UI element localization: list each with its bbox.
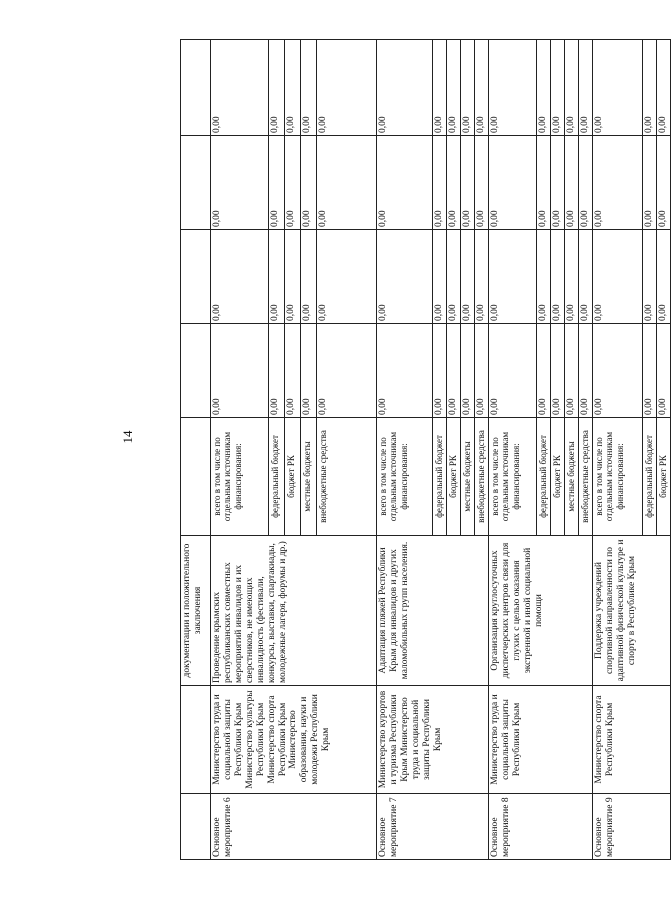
event-responsible: Министерство спорта Республики Крым (593, 686, 671, 794)
value-cell: 0,00 (475, 136, 489, 230)
source-label: внебюджетные средства (579, 418, 593, 536)
value-cell: 0,00 (269, 136, 285, 230)
value-cell: 0,00 (551, 230, 565, 324)
value-cell: 0,00 (317, 136, 377, 230)
value-cell: 0,00 (377, 230, 433, 324)
source-label: федеральный бюджет (537, 418, 551, 536)
event-responsible: Министерство труда и социальной защиты Республики Крым (489, 686, 593, 794)
value-cell: 0,00 (461, 40, 475, 136)
value-cell: 0,00 (269, 324, 285, 418)
source-label: местные бюджеты (565, 418, 579, 536)
value-cell: 0,00 (433, 324, 447, 418)
value-cell: 0,00 (593, 324, 643, 418)
source-label: федеральный бюджет (643, 418, 657, 536)
value-cell: 0,00 (489, 136, 537, 230)
source-label: бюджет РК (447, 418, 461, 536)
value-cell: 0,00 (475, 40, 489, 136)
value-cell: 0,00 (377, 324, 433, 418)
value-cell: 0,00 (489, 230, 537, 324)
value-cell: 0,00 (593, 136, 643, 230)
value-cell: 0,00 (377, 40, 433, 136)
value-cell: 0,00 (537, 136, 551, 230)
value-cell: 0,00 (593, 40, 643, 136)
value-cell: 0,00 (285, 40, 301, 136)
table-row-header-continuation (181, 40, 211, 860)
value-cell: 0,00 (643, 40, 657, 136)
value-cell: 0,00 (579, 40, 593, 136)
value-cell: 0,00 (643, 136, 657, 230)
event-description: Организация круглосуточных диспетчерских центров связи для глухих с целью оказания экстренной и иной социальной помощи (489, 536, 593, 686)
event-name: Основное мероприятие 8 (489, 794, 593, 860)
event-description: Поддержка учреждений спортивной направленности по адаптивной физической культуре и спорту в Республике Крым (593, 536, 671, 686)
value-cell: 0,00 (461, 230, 475, 324)
event-name: Основное мероприятие 7 (377, 794, 489, 860)
event-responsible: Министерство труда и социальной защиты Республики Крым Министерство культуры Республики Крым Министерство спорта Республики Крым Министерство образования, науки и молодежи Республики Крым (211, 686, 377, 794)
event-responsible: Министерство курортов и туризма Республики Крым Министерство труда и социальной защиты Республики Крым (377, 686, 489, 794)
value-cell: 0,00 (285, 324, 301, 418)
value-cell: 0,00 (211, 40, 269, 136)
header-continuation-cell: документации и положительного заключения (181, 536, 211, 686)
source-label: всего в том числе по отдельным источникам финансирования: (593, 418, 643, 536)
value-cell: 0,00 (447, 230, 461, 324)
value-cell: 0,00 (447, 40, 461, 136)
value-cell: 0,00 (551, 40, 565, 136)
value-cell: 0,00 (377, 136, 433, 230)
value-cell: 0,00 (551, 136, 565, 230)
value-cell: 0,00 (433, 40, 447, 136)
value-cell: 0,00 (285, 230, 301, 324)
value-cell: 0,00 (579, 324, 593, 418)
event-name: Основное мероприятие 9 (593, 794, 671, 860)
value-cell: 0,00 (537, 230, 551, 324)
table-row (377, 40, 433, 860)
event-name: Основное мероприятие 6 (211, 794, 377, 860)
source-label: всего в том числе по отдельным источникам финансирования: (489, 418, 537, 536)
value-cell: 0,00 (301, 40, 317, 136)
value-cell: 0,00 (657, 40, 671, 136)
value-cell: 0,00 (657, 230, 671, 324)
value-cell: 0,00 (657, 136, 671, 230)
source-label: местные бюджеты (461, 418, 475, 536)
source-label: бюджет РК (285, 418, 301, 536)
event-description: Адаптация пляжей Республики Крым для инвалидов и других маломобильных групп населения. (377, 536, 489, 686)
source-label: внебюджетные средства (317, 418, 377, 536)
value-cell: 0,00 (551, 324, 565, 418)
value-cell: 0,00 (317, 230, 377, 324)
source-label: внебюджетные средства (475, 418, 489, 536)
value-cell: 0,00 (489, 324, 537, 418)
value-cell: 0,00 (657, 324, 671, 418)
value-cell: 0,00 (447, 136, 461, 230)
value-cell: 0,00 (565, 40, 579, 136)
funding-table (180, 39, 671, 860)
value-cell: 0,00 (317, 324, 377, 418)
value-cell: 0,00 (211, 136, 269, 230)
source-label: федеральный бюджет (269, 418, 285, 536)
value-cell: 0,00 (301, 230, 317, 324)
value-cell: 0,00 (565, 230, 579, 324)
value-cell: 0,00 (461, 136, 475, 230)
value-cell: 0,00 (579, 230, 593, 324)
value-cell: 0,00 (643, 230, 657, 324)
value-cell: 0,00 (447, 324, 461, 418)
value-cell: 0,00 (211, 324, 269, 418)
value-cell: 0,00 (475, 324, 489, 418)
value-cell: 0,00 (475, 230, 489, 324)
value-cell: 0,00 (461, 324, 475, 418)
table-row (211, 40, 269, 860)
table-row (593, 40, 643, 860)
value-cell: 0,00 (643, 324, 657, 418)
event-description: Проведение крымских республиканских совместных мероприятий инвалидов и их сверстников, не имеющих инвалидность (фестивали, конкурсы, выставки, спартакиады, молодежные лагеря, форумы и др.) (211, 536, 377, 686)
page-number: 14 (120, 430, 135, 444)
value-cell: 0,00 (285, 136, 301, 230)
source-label: всего в том числе по отдельным источникам финансирования: (211, 418, 269, 536)
source-label: бюджет РК (657, 418, 671, 536)
source-label: федеральный бюджет (433, 418, 447, 536)
value-cell: 0,00 (433, 230, 447, 324)
value-cell: 0,00 (269, 40, 285, 136)
source-label: местные бюджеты (301, 418, 317, 536)
value-cell: 0,00 (211, 230, 269, 324)
value-cell: 0,00 (301, 324, 317, 418)
rotated-page-content (180, 40, 668, 860)
value-cell: 0,00 (579, 136, 593, 230)
value-cell: 0,00 (301, 136, 317, 230)
value-cell: 0,00 (537, 324, 551, 418)
value-cell: 0,00 (565, 324, 579, 418)
value-cell: 0,00 (537, 40, 551, 136)
value-cell: 0,00 (565, 136, 579, 230)
value-cell: 0,00 (317, 40, 377, 136)
source-label: всего в том числе по отдельным источникам финансирования: (377, 418, 433, 536)
value-cell: 0,00 (433, 136, 447, 230)
value-cell: 0,00 (489, 40, 537, 136)
value-cell: 0,00 (593, 230, 643, 324)
value-cell: 0,00 (269, 230, 285, 324)
table-row (489, 40, 537, 860)
source-label: бюджет РК (551, 418, 565, 536)
